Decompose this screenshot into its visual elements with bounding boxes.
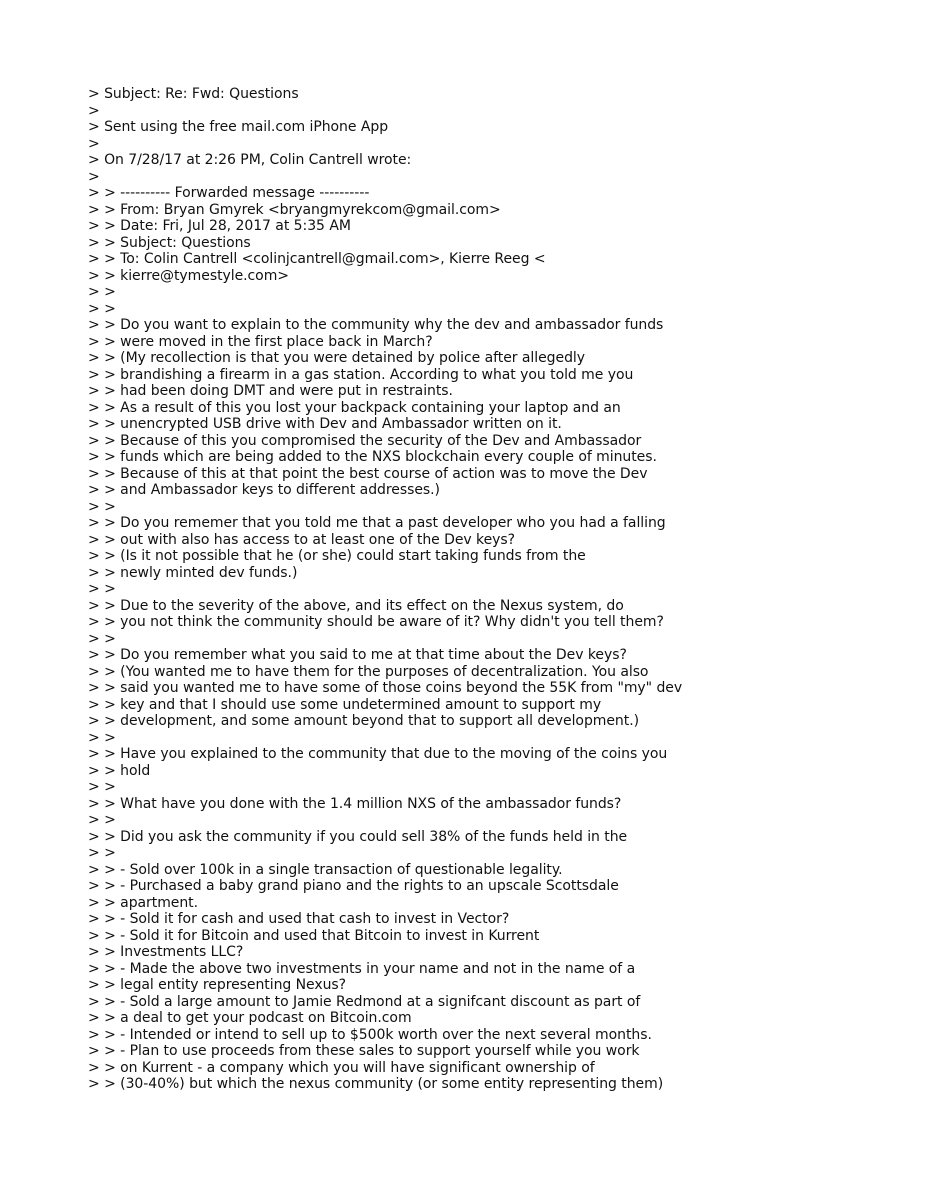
email-line: > > (My recollection is that you were detained by police after allegedly (88, 350, 585, 366)
email-line: > > Do you remember what you said to me at that time about the Dev keys? (88, 647, 627, 663)
email-line: > > (88, 581, 116, 597)
email-line: > > a deal to get your podcast on Bitcoin.com (88, 1010, 412, 1026)
email-line: > > (88, 284, 116, 300)
email-line: > > As a result of this you lost your backpack containing your laptop and an (88, 399, 621, 416)
email-line: > > (You wanted me to have them for the purposes of decentralization. You also (88, 663, 649, 680)
email-line: > > newly minted dev funds.) (88, 564, 298, 581)
email-line: > On 7/28/17 at 2:26 PM, Colin Cantrell wrote: (88, 152, 412, 168)
email-line: > > (88, 779, 116, 795)
email-line: > (88, 102, 100, 119)
email-body (88, 86, 908, 1093)
email-line: > > - Made the above two investments in your name and not in the name of a (88, 960, 636, 977)
email-line: > > development, and some amount beyond that to support all development.) (88, 713, 640, 729)
email-line: > > From: Bryan Gmyrek <bryangmyrekcom@gmail.com> (88, 201, 501, 218)
email-line: > > on Kurrent - a company which you will have significant ownership of (88, 1059, 595, 1076)
email-line: > > - Sold a large amount to Jamie Redmond at a signifcant discount as part of (88, 993, 641, 1010)
email-line: > > (88, 812, 116, 828)
email-line: > > apartment. (88, 894, 199, 911)
email-line: > > (88, 729, 116, 746)
email-line: > Subject: Re: Fwd: Questions (88, 86, 299, 102)
email-line: > > (30-40%) but which the nexus community (or some entity representing them) (88, 1076, 664, 1092)
email-line: > > (88, 630, 116, 647)
email-line: > > Because of this you compromised the security of the Dev and Ambassador (88, 432, 642, 449)
email-line: > > - Plan to use proceeds from these sales to support yourself while you work (88, 1043, 640, 1059)
email-line: > > - Sold it for cash and used that cash to invest in Vector? (88, 911, 510, 927)
email-line: > > - Sold it for Bitcoin and used that Bitcoin to invest in Kurrent (88, 927, 540, 944)
email-line: > > key and that I should use some undetermined amount to support my (88, 696, 602, 713)
email-line: > > funds which are being added to the NXS blockchain every couple of minutes. (88, 449, 657, 465)
email-line: > > Did you ask the community if you could sell 38% of the funds held in the (88, 828, 628, 845)
email-line: > > said you wanted me to have some of those coins beyond the 55K from "my" dev (88, 680, 683, 696)
email-line: > > To: Colin Cantrell <colinjcantrell@gmail.com>, Kierre Reeg < (88, 251, 546, 267)
email-line: > > - Sold over 100k in a single transaction of questionable legality. (88, 861, 563, 878)
email-line: > > What have you done with the 1.4 million NXS of the ambassador funds? (88, 795, 622, 812)
email-line: > > (Is it not possible that he (or she) could start taking funds from the (88, 548, 586, 564)
email-line: > > Because of this at that point the best course of action was to move the Dev (88, 465, 648, 482)
email-line: > > (88, 498, 116, 515)
email-line: > > ---------- Forwarded message ---------- (88, 185, 370, 201)
email-line: > (88, 135, 100, 152)
email-line: > > out with also has access to at least one of the Dev keys? (88, 531, 516, 548)
email-line: > > brandishing a firearm in a gas station. According to what you told me you (88, 366, 634, 383)
email-line: > > Date: Fri, Jul 28, 2017 at 5:35 AM (88, 218, 351, 234)
email-line: > > hold (88, 762, 151, 779)
email-line: > > Due to the severity of the above, and its effect on the Nexus system, do (88, 597, 624, 614)
email-line: > > Subject: Questions (88, 234, 251, 251)
email-line: > > (88, 300, 116, 317)
email-line: > > unencrypted USB drive with Dev and Ambassador written on it. (88, 416, 562, 432)
email-line: > > - Purchased a baby grand piano and the rights to an upscale Scottsdale (88, 878, 619, 894)
email-line: > > Do you rememer that you told me that a past developer who you had a falling (88, 515, 666, 531)
email-line: > > - Intended or intend to sell up to $500k worth over the next several months. (88, 1026, 652, 1043)
email-line: > > legal entity representing Nexus? (88, 977, 347, 993)
email-line: > (88, 168, 100, 185)
email-line: > > and Ambassador keys to different addresses.) (88, 482, 440, 498)
email-line: > > had been doing DMT and were put in restraints. (88, 383, 453, 399)
email-line: > > Investments LLC? (88, 944, 244, 960)
email-line: > > Have you explained to the community that due to the moving of the coins you (88, 746, 668, 762)
email-line: > > Do you want to explain to the community why the dev and ambassador funds (88, 317, 664, 333)
email-line: > > kierre@tymestyle.com> (88, 267, 289, 284)
email-line: > Sent using the free mail.com iPhone App (88, 119, 389, 135)
email-line: > > you not think the community should be aware of it? Why didn't you tell them? (88, 614, 664, 630)
email-line: > > were moved in the first place back in March? (88, 333, 433, 350)
email-line: > > (88, 845, 116, 861)
